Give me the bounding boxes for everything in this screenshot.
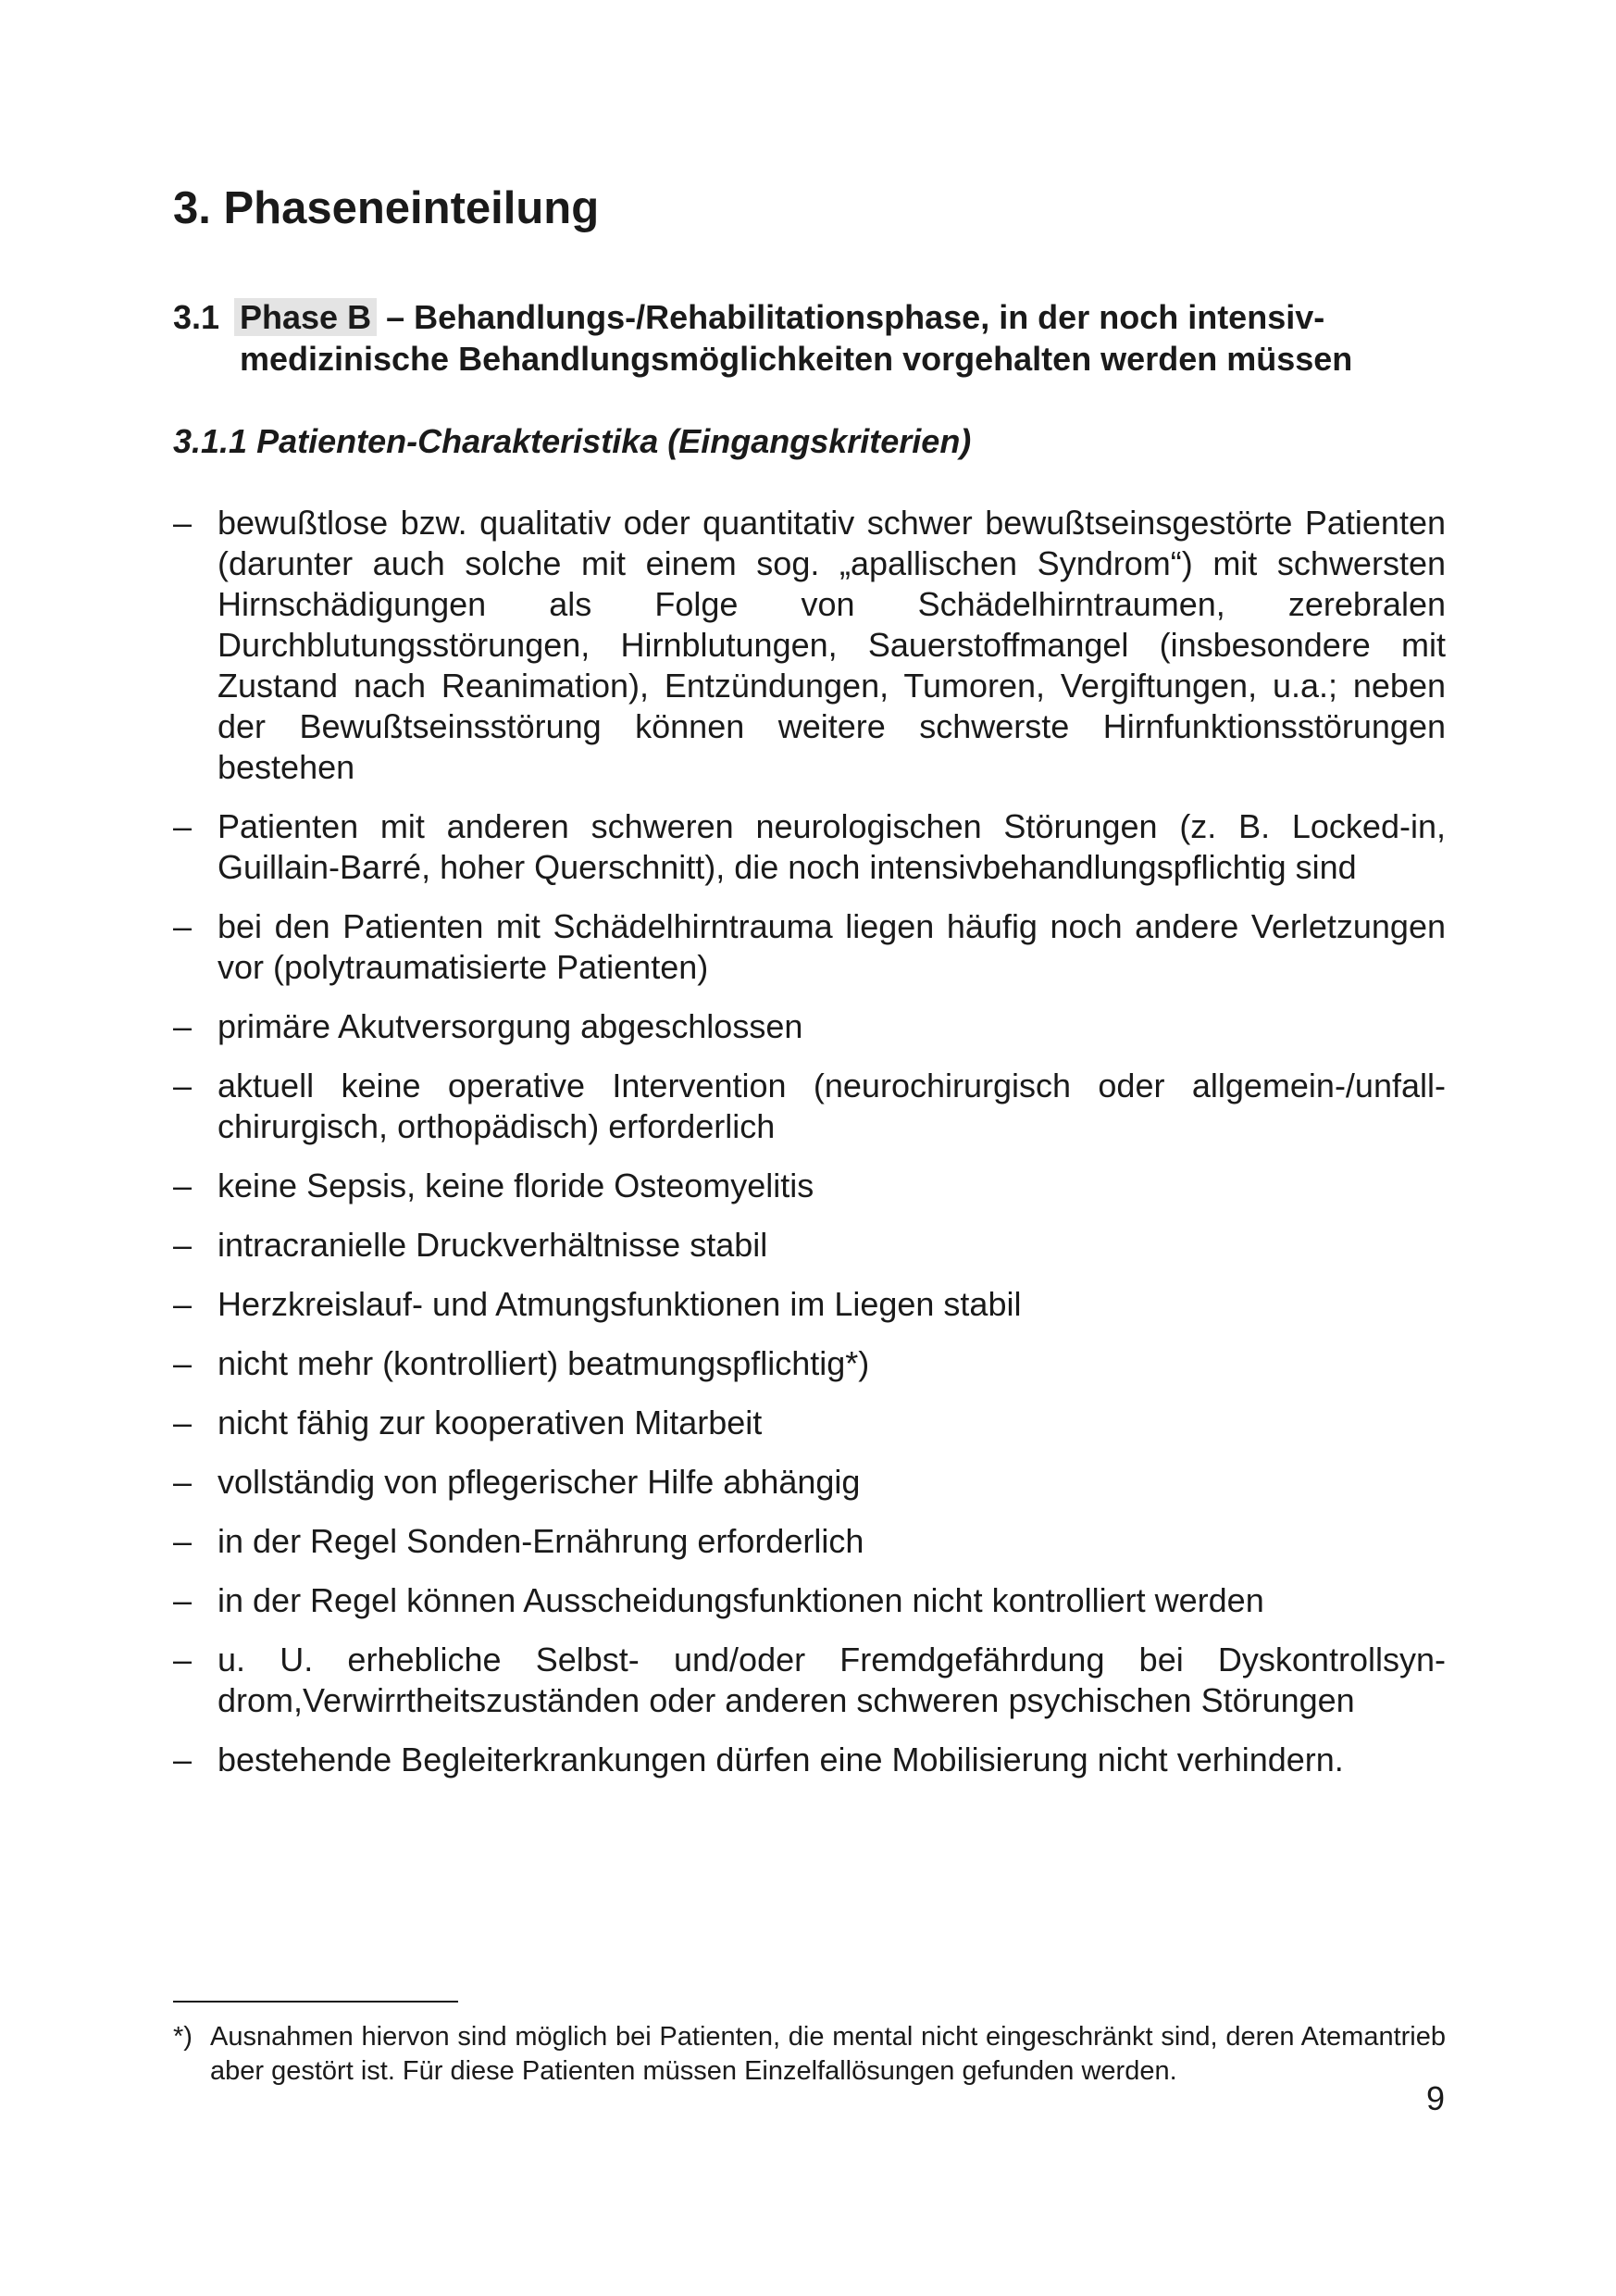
list-item — [173, 1006, 1446, 1047]
list-item — [173, 1640, 1446, 1721]
list-item — [173, 906, 1446, 988]
section-title — [240, 296, 1450, 380]
list-item-text: vollständig von pflegerischer Hilfe abhängig — [218, 1463, 861, 1501]
section-heading — [173, 296, 1450, 380]
list-item — [173, 1521, 1446, 1562]
list-item-text: nicht fähig zur kooperativen Mitarbeit — [218, 1404, 763, 1441]
page-number: 9 — [1425, 2079, 1445, 2117]
list-item — [173, 806, 1446, 888]
bullet-dash: – — [173, 907, 193, 945]
list-item-text: bestehende Begleiterkrankungen dürfen eine Mobilisierung nicht verhindern. — [218, 1741, 1344, 1778]
list-item — [173, 1284, 1446, 1325]
list-item-text: keine Sepsis, keine floride Osteomyelitis — [218, 1167, 814, 1204]
bullet-dash: – — [173, 1522, 193, 1560]
section-number: 3.1 — [173, 298, 220, 336]
bullet-dash: – — [173, 1344, 193, 1382]
list-item — [173, 1580, 1446, 1621]
list-item — [173, 503, 1446, 788]
bullet-dash: – — [173, 1463, 193, 1501]
bullet-dash: – — [173, 1285, 193, 1323]
footnote-mark: *) — [173, 2022, 193, 2052]
list-item — [173, 1740, 1446, 1780]
bullet-dash: – — [173, 1007, 193, 1045]
bullet-dash: – — [173, 1404, 193, 1441]
list-item-text: nicht mehr (kontrolliert) beatmungspflichtig*) — [218, 1344, 870, 1382]
list-item — [173, 1225, 1446, 1266]
section-title-text: – Behandlungs-/Rehabilitationsphase, in der noch intensivmedizinische Behandlungsmöglichkeiten vorgehalten werden müssen — [240, 298, 1353, 378]
footnote — [173, 2020, 1446, 2089]
bullet-dash: – — [173, 1741, 193, 1778]
list-item-text: bewußtlose bzw. qualitativ oder quantitativ schwer bewußtseinsgestörte Patienten (darunter auch solche mit einem sog. „apallischen Syndrom“) mit schwersten Hirnschädigungen als Folge von Schädelhirntraumen, zerebralen Durchblutungsstörungen, Hirnblutungen, Sauerstoffmangel (insbesondere mit Zustand nach Reanimation), Entzündungen, Tumoren, Vergiftungen, u.a.; neben der Bewußtseinsstörung können weitere schwerste Hirnfunktionsstörungen bestehen — [218, 504, 1446, 786]
list-item-text: primäre Akutversorgung abgeschlossen — [218, 1007, 803, 1045]
list-item-text: in der Regel können Ausscheidungsfunktionen nicht kontrolliert werden — [218, 1581, 1264, 1619]
bullet-dash: – — [173, 504, 193, 542]
list-item-text: in der Regel Sonden-Ernährung erforderlich — [218, 1522, 864, 1560]
list-item-text: u. U. erhebliche Selbst- und/oder Fremdgefährdung bei Dyskontrollsyndrom,Verwirrtheitszuständen oder anderen schweren psychischen Störungen — [218, 1641, 1446, 1719]
phase-highlight: Phase B — [234, 298, 377, 336]
bullet-dash: – — [173, 1641, 193, 1678]
list-item-text: bei den Patienten mit Schädelhirntrauma liegen häufig noch andere Verletzungen vor (polytraumatisierte Patienten) — [218, 907, 1446, 986]
bullet-dash: – — [173, 1581, 193, 1619]
chapter-heading: 3. Phaseneinteilung — [173, 183, 600, 233]
list-item — [173, 1066, 1446, 1147]
footnote-divider — [173, 2001, 458, 2003]
bullet-dash: – — [173, 1226, 193, 1264]
bullet-dash: – — [173, 1167, 193, 1204]
subsection-heading: 3.1.1 Patienten-Charakteristika (Eingangskriterien) — [173, 422, 972, 460]
bullet-dash: – — [173, 1067, 193, 1104]
list-item — [173, 1462, 1446, 1503]
criteria-list — [173, 503, 1446, 1799]
list-item — [173, 1403, 1446, 1443]
list-item — [173, 1166, 1446, 1206]
list-item — [173, 1343, 1446, 1384]
bullet-dash: – — [173, 807, 193, 845]
list-item-text: Patienten mit anderen schweren neurologischen Störungen (z. B. Locked-in, Guillain-Barré, hoher Querschnitt), die noch intensivbehandlungspflichtig sind — [218, 807, 1446, 886]
list-item-text: aktuell keine operative Intervention (neurochirurgisch oder allgemein-/unfallchirurgisch, orthopädisch) erforderlich — [218, 1067, 1446, 1145]
list-item-text: intracranielle Druckverhältnisse stabil — [218, 1226, 768, 1264]
footnote-text: Ausnahmen hiervon sind möglich bei Patienten, die mental nicht eingeschränkt sind, deren Atemantrieb aber gestört ist. Für diese Patienten müssen Einzelfallösungen gefunden werden. — [210, 2022, 1446, 2086]
list-item-text: Herzkreislauf- und Atmungsfunktionen im Liegen stabil — [218, 1285, 1022, 1323]
